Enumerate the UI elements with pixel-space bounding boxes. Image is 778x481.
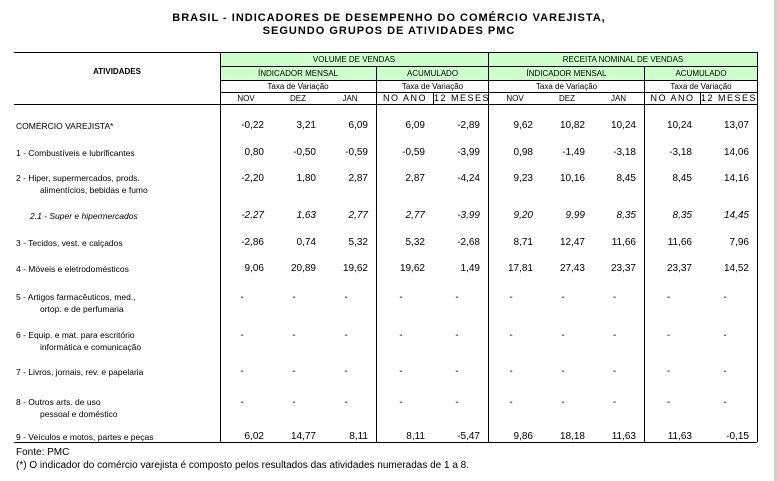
table-cell: 14,06 — [723, 147, 749, 158]
table-cell: -0,22 — [241, 120, 264, 131]
table-cell: - — [292, 330, 296, 341]
table-cell: - — [399, 292, 403, 303]
header-taxa-variacao: Taxa de Variação — [535, 82, 598, 91]
row-label: pessoal e doméstico — [40, 409, 118, 419]
table-cell: 11,63 — [667, 431, 692, 442]
table-cell: - — [723, 366, 727, 377]
table-cell: - — [344, 366, 348, 377]
table-cell: - — [509, 292, 513, 303]
col-header: 12 MESES — [701, 93, 758, 103]
table-cell: 9,06 — [244, 263, 264, 274]
footer-note: (*) O indicador do comércio varejista é composto pelos resultados das atividades numeradas de 1 a 8. — [16, 460, 470, 471]
table-cell: 5,32 — [348, 237, 368, 248]
col-header: JAN — [342, 94, 358, 103]
table-cell: 8,35 — [672, 210, 692, 221]
table-cell: -2,89 — [457, 120, 480, 131]
col-header: NO ANO — [650, 93, 695, 103]
table-cell: - — [666, 397, 671, 408]
row-label: informática e comunicação — [40, 342, 142, 352]
table-cell: 14,77 — [290, 431, 316, 442]
table-cell: - — [240, 330, 244, 341]
table-cell: 9,23 — [513, 173, 533, 184]
row-label: COMÉRCIO VAREJISTA* — [16, 121, 114, 131]
header-receita-nominal: RECEITA NOMINAL DE VENDAS — [562, 55, 684, 64]
table-cell: 8,11 — [349, 431, 368, 442]
table-cell: 11,66 — [611, 237, 636, 248]
col-header: DEZ — [559, 94, 575, 103]
table-cell: 27,43 — [559, 263, 585, 274]
table-cell: 8,11 — [406, 431, 425, 442]
table-cell: 19,62 — [342, 263, 368, 274]
col-header: NOV — [506, 94, 524, 103]
table-cell: - — [399, 397, 403, 408]
table-cell: - — [561, 330, 565, 341]
table-cell: -2,27 — [241, 210, 264, 221]
table-cell: 10,24 — [666, 120, 692, 131]
col-header: DEZ — [290, 94, 306, 103]
table-cell: 9,86 — [513, 431, 533, 442]
table-cell: 10,82 — [559, 120, 585, 131]
table-cell: - — [292, 397, 296, 408]
table-cell: -3,18 — [669, 147, 692, 158]
table-subtitle: SEGUNDO GRUPOS DE ATIVIDADES PMC — [262, 25, 516, 37]
table-cell: 6,02 — [244, 431, 264, 442]
rule-top — [14, 52, 757, 53]
table-cell: -3,99 — [457, 147, 480, 158]
row-label: 2.1 - Super e hipermercados — [30, 211, 138, 221]
row-label: 1 - Combustíveis e lubrificantes — [16, 148, 135, 158]
row-label: ortop. e de perfumaria — [40, 304, 124, 314]
table-cell: - — [666, 366, 671, 377]
table-cell: 10,16 — [559, 173, 585, 184]
table-cell: 1,80 — [296, 173, 316, 184]
table-cell: - — [612, 330, 617, 341]
table-cell: 8,71 — [513, 237, 533, 248]
table-cell: 0,98 — [513, 147, 533, 158]
table-cell: 13,07 — [723, 120, 749, 131]
table-cell: - — [292, 366, 296, 377]
footer-source: Fonte: PMC — [16, 447, 70, 458]
table-cell: 2,77 — [405, 210, 425, 221]
table-cell: - — [509, 397, 513, 408]
table-cell: 5,32 — [405, 237, 425, 248]
table-cell: -3,18 — [613, 147, 636, 158]
table-cell: 0,80 — [244, 147, 264, 158]
rule-header-bottom — [14, 104, 757, 105]
table-cell: - — [455, 292, 459, 303]
table-cell: 8,45 — [616, 173, 636, 184]
window-edge — [774, 0, 778, 481]
table-cell: 9,99 — [565, 210, 585, 221]
table-cell: - — [666, 330, 671, 341]
table-cell: 2,87 — [405, 173, 425, 184]
table-cell: -0,50 — [293, 147, 316, 158]
table-cell: - — [240, 397, 244, 408]
table-cell: - — [509, 366, 513, 377]
table-cell: 10,24 — [610, 120, 636, 131]
table-cell: 8,45 — [672, 173, 692, 184]
table-cell: 9,62 — [513, 120, 533, 131]
table-cell: 20,89 — [290, 263, 316, 274]
table-cell: -2,20 — [241, 173, 264, 184]
table-cell: - — [344, 330, 348, 341]
row-label: 3 - Tecidos, vest. e calçados — [16, 238, 123, 248]
table-cell: -4,24 — [457, 173, 480, 184]
table-cell: - — [561, 366, 565, 377]
table-cell: 14,45 — [723, 210, 749, 221]
table-cell: 2,87 — [348, 173, 368, 184]
row-label: 6 - Equip. e mat. para escritório — [16, 330, 135, 340]
table-cell: 6,09 — [405, 120, 425, 131]
table-cell: - — [399, 330, 403, 341]
table-cell: -0,59 — [345, 147, 368, 158]
table-cell: 17,81 — [507, 263, 533, 274]
table-cell: - — [612, 366, 617, 377]
col-header: NOV — [237, 94, 255, 103]
table-cell: 9,20 — [513, 210, 533, 221]
header-taxa-variacao: Taxa de Variação — [401, 82, 464, 91]
table-cell: 1,63 — [296, 210, 316, 221]
row-label: 4 - Móveis e eletrodomésticos — [16, 264, 129, 274]
row-label: 8 - Outros arts. de uso — [16, 397, 101, 407]
table-cell: 0,74 — [296, 237, 316, 248]
table-cell: 11,66 — [667, 237, 692, 248]
table-cell: - — [344, 397, 348, 408]
table-cell: 2,77 — [348, 210, 368, 221]
table-cell: - — [399, 366, 403, 377]
table-cell: - — [561, 292, 565, 303]
header-taxa-variacao: Taxa de Variação — [670, 82, 732, 91]
table-cell: -0,15 — [726, 431, 749, 442]
table-cell: -2,86 — [241, 237, 264, 248]
table-cell: - — [509, 330, 513, 341]
header-atividades: ATIVIDADES — [93, 67, 141, 76]
table-cell: - — [455, 366, 459, 377]
table-title: BRASIL - INDICADORES DE DESEMPENHO DO COMÉRCIO VAREJISTA, — [172, 12, 606, 24]
row-label: alimentícios, bebidas e fumo — [40, 185, 148, 195]
table-cell: 14,16 — [723, 173, 749, 184]
header-indicador-mensal-receita: ÍNDICADOR MENSAL — [526, 69, 607, 78]
header-indicador-mensal-volume: ÍNDICADOR MENSAL — [257, 69, 338, 78]
row-label: 7 - Livros, jornais, rev. e papelaria — [16, 367, 144, 377]
table-cell: -5,47 — [457, 431, 480, 442]
table-cell: - — [723, 292, 727, 303]
table-cell: - — [612, 292, 617, 303]
table-cell: 3,21 — [296, 120, 316, 131]
row-label: 5 - Artigos farmacêuticos, med., — [16, 292, 136, 302]
table-cell: 11,63 — [611, 431, 636, 442]
header-acumulado-volume: ACUMULADO — [406, 69, 459, 78]
table-cell: 14,52 — [723, 263, 749, 274]
row-label: 9 - Veículos e motos, partes e peças — [16, 432, 154, 442]
table-cell: - — [240, 366, 244, 377]
table-cell: - — [240, 292, 244, 303]
table-cell: 1,49 — [460, 263, 480, 274]
col-header: 12 MESES — [434, 93, 491, 103]
table-cell: - — [292, 292, 296, 303]
table-cell: 7,96 — [729, 237, 749, 248]
table-cell: 6,09 — [348, 120, 368, 131]
table-cell: - — [723, 330, 727, 341]
table-cell: - — [561, 397, 565, 408]
table-cell: 23,37 — [666, 263, 692, 274]
table-cell: - — [344, 292, 348, 303]
table-cell: - — [723, 397, 727, 408]
table-cell: -0,59 — [402, 147, 425, 158]
header-volume-vendas: VOLUME DE VENDAS — [312, 55, 396, 64]
col-header: JAN — [610, 94, 627, 103]
table-cell: - — [455, 330, 459, 341]
header-acumulado-receita: ACUMULADO — [675, 69, 727, 78]
table-cell: 12,47 — [559, 237, 585, 248]
row-label: 2 - Hiper, supermercados, prods. — [16, 173, 140, 183]
table-cell: 19,62 — [399, 263, 425, 274]
table-cell: - — [666, 292, 671, 303]
table-cell: 23,37 — [610, 263, 636, 274]
header-taxa-variacao: Taxa de Variação — [267, 82, 329, 91]
table-cell: - — [612, 397, 617, 408]
table-cell: 18,18 — [559, 431, 585, 442]
table-cell: - — [455, 397, 459, 408]
col-header: NO ANO — [382, 93, 427, 103]
table-cell: -3,99 — [457, 210, 480, 221]
table-cell: 8,35 — [616, 210, 636, 221]
table-cell: -1,49 — [562, 147, 585, 158]
table-cell: -2,68 — [457, 237, 480, 248]
